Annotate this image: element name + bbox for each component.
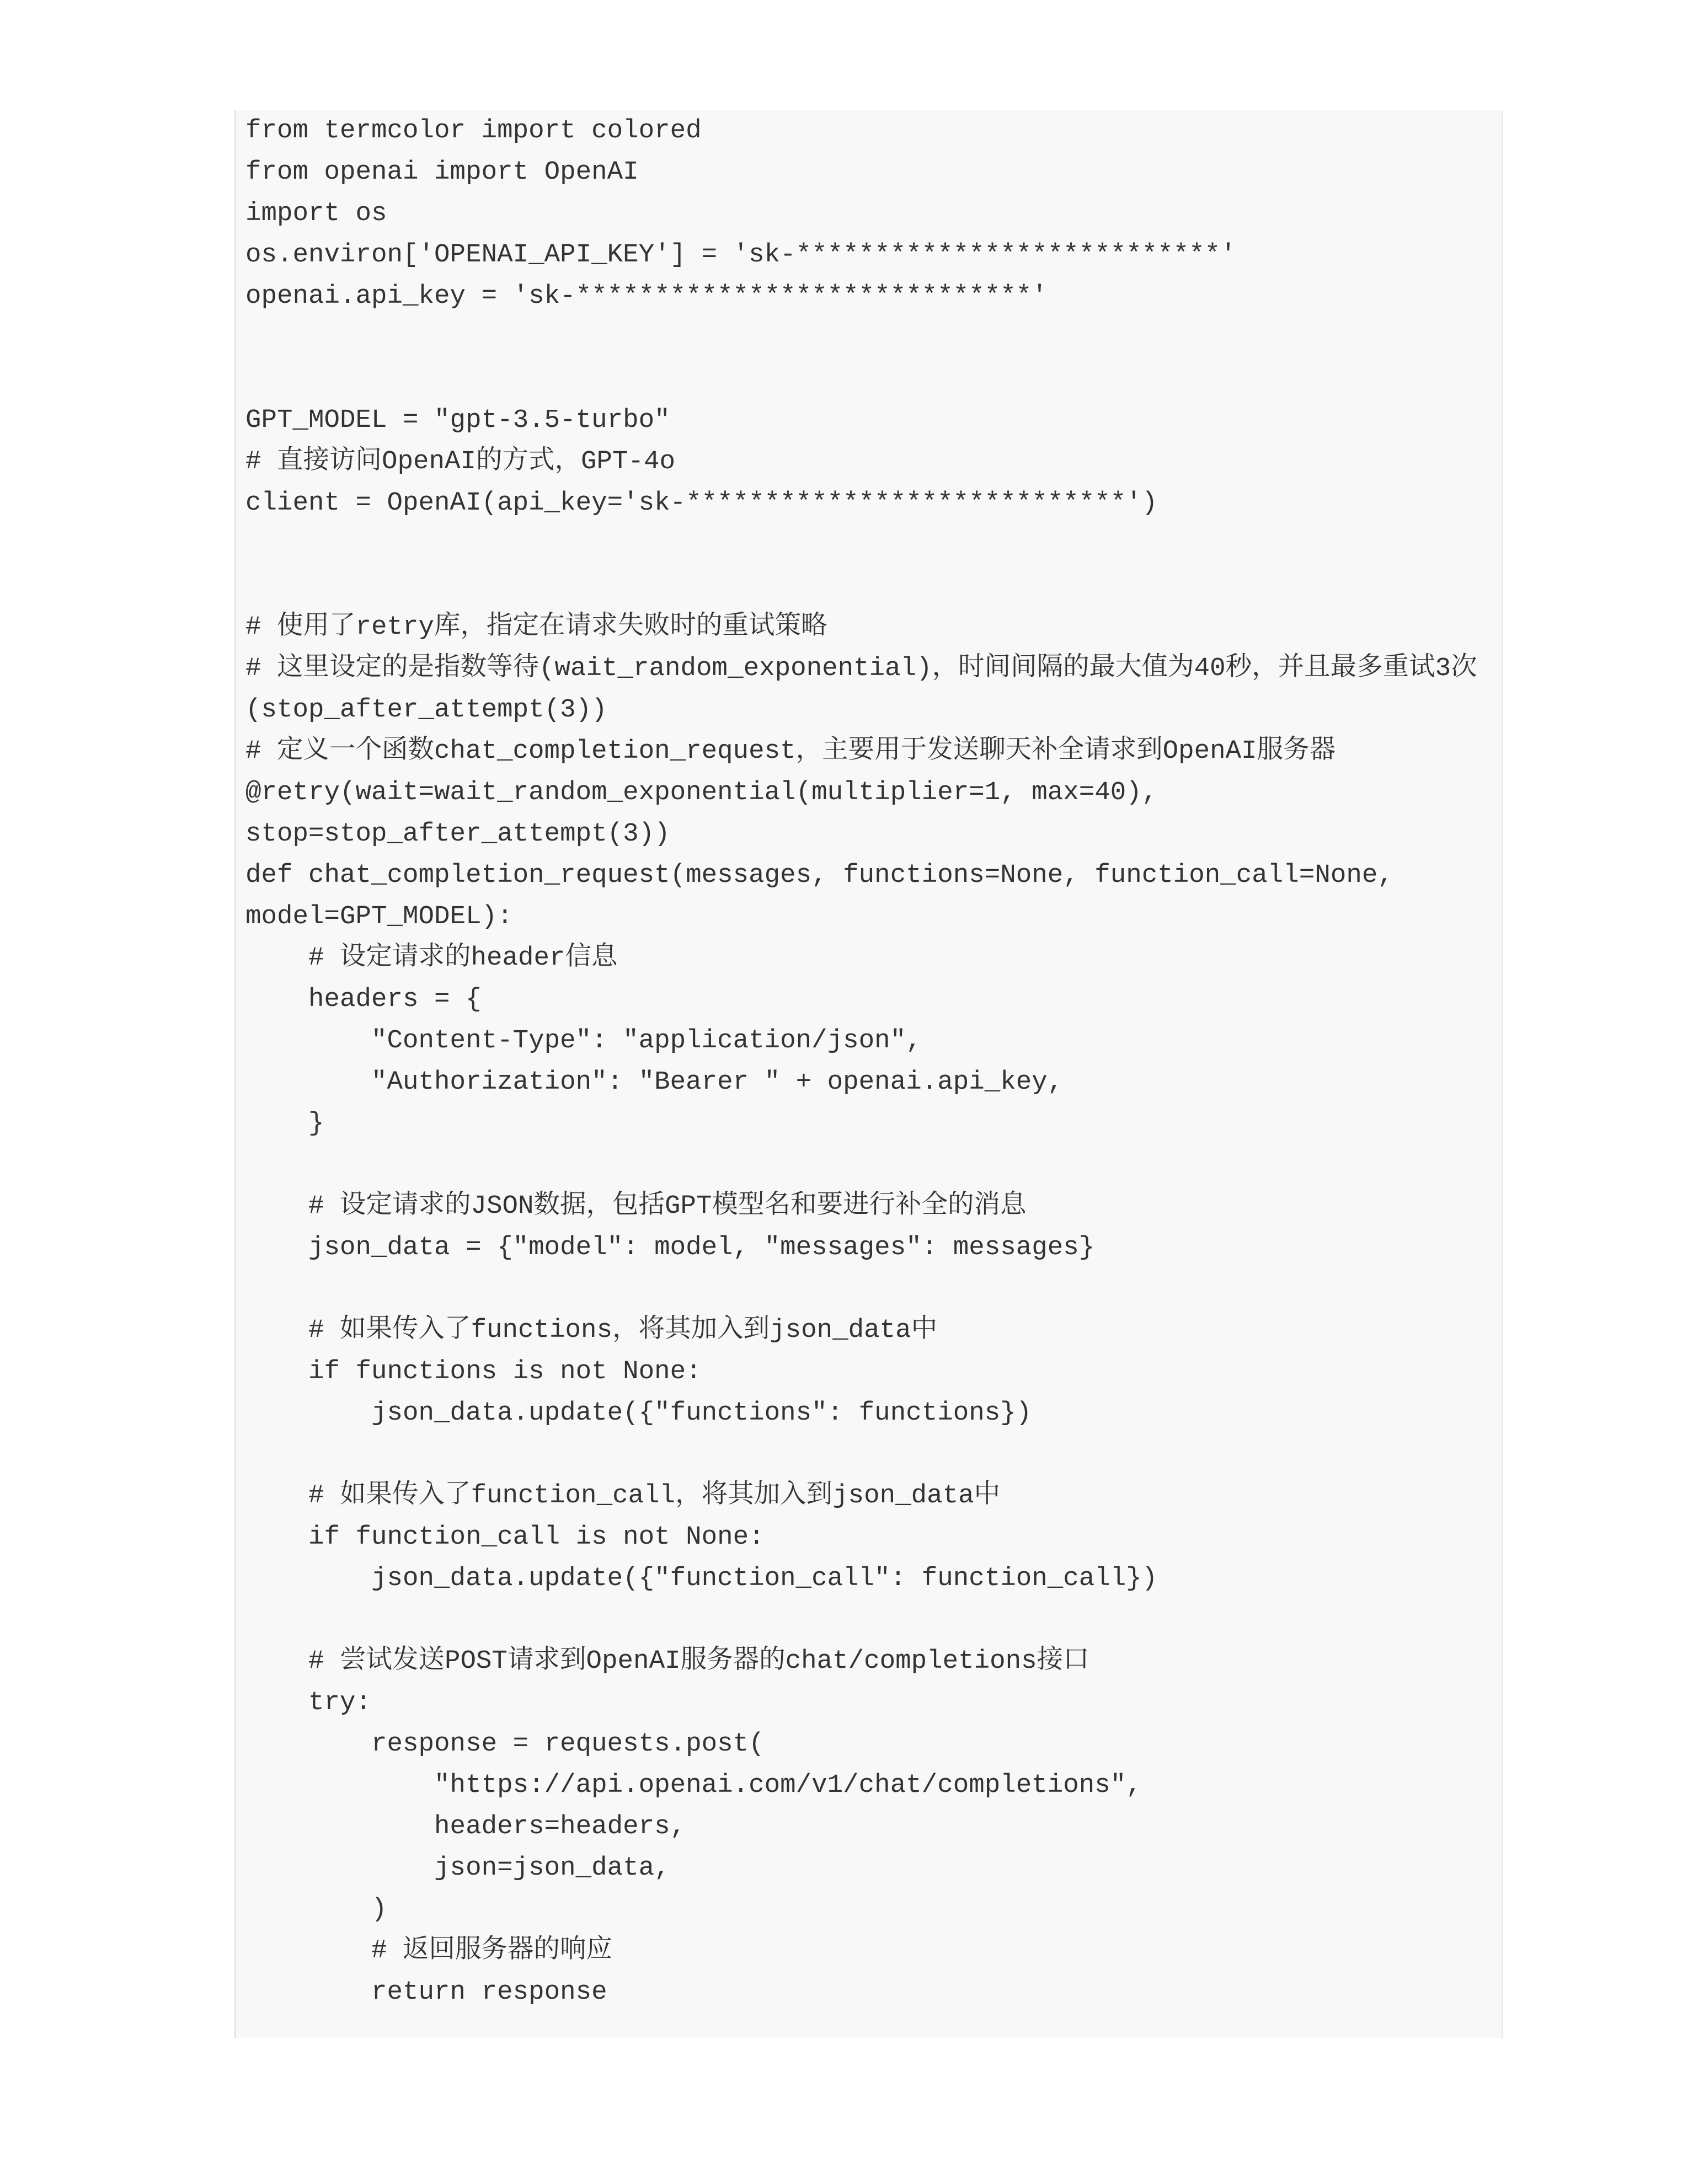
code-line: "Authorization": "Bearer " + openai.api_key, <box>245 1067 1064 1097</box>
code-line: response = requests.post( <box>245 1729 765 1759</box>
code-line: # 设定请求的header信息 <box>245 943 618 973</box>
code-line: headers=headers, <box>245 1812 686 1842</box>
code-line: # 尝试发送POST请求到OpenAI服务器的chat/completions接口 <box>245 1646 1089 1676</box>
code-line: stop=stop_after_attempt(3)) <box>245 819 670 849</box>
code-line: # 定义一个函数chat_completion_request，主要用于发送聊天补全请求到OpenAI服务器 <box>245 736 1336 766</box>
code-line: openai.api_key = 'sk-*****************************' <box>245 281 1048 311</box>
code-line: try: <box>245 1688 372 1717</box>
code-line: # 设定请求的JSON数据，包括GPT模型名和要进行补全的消息 <box>245 1191 1027 1221</box>
code-line: # 这里设定的是指数等待(wait_random_exponential)，时间间隔的最大值为40秒，并且最多重试3次 <box>245 654 1477 683</box>
code-line: # 如果传入了functions，将其加入到json_data中 <box>245 1315 938 1345</box>
code-line: client = OpenAI(api_key='sk-****************************') <box>245 488 1158 518</box>
code-line: ) <box>245 1894 387 1924</box>
code-line: json_data.update({"functions": functions}) <box>245 1398 1032 1428</box>
code-line: "Content-Type": "application/json", <box>245 1026 922 1056</box>
code-line: import os <box>245 199 387 228</box>
code-line: if functions is not None: <box>245 1357 702 1387</box>
code-line: (stop_after_attempt(3)) <box>245 695 607 725</box>
code-line: json_data.update({"function_call": function_call}) <box>245 1564 1158 1593</box>
code-line: "https://api.openai.com/v1/chat/completions", <box>245 1770 1142 1800</box>
code-block <box>234 110 1503 2038</box>
code-line: } <box>245 1109 324 1138</box>
code-line: # 直接访问OpenAI的方式，GPT-4o <box>245 447 676 477</box>
code-line: json_data = {"model": model, "messages": messages} <box>245 1233 1095 1262</box>
code-line: return response <box>245 1977 607 2007</box>
code-line: from termcolor import colored <box>245 116 702 146</box>
code-line: json=json_data, <box>245 1853 670 1883</box>
code-line: def chat_completion_request(messages, functions=None, function_call=None, <box>245 860 1393 890</box>
code-line: # 如果传入了function_call，将其加入到json_data中 <box>245 1481 1001 1511</box>
code-line: # 使用了retry库，指定在请求失败时的重试策略 <box>245 612 827 642</box>
code-line: # 返回服务器的响应 <box>245 1936 613 1966</box>
code-line: GPT_MODEL = "gpt-3.5-turbo" <box>245 405 670 435</box>
code-line: @retry(wait=wait_random_exponential(multiplier=1, max=40), <box>245 778 1158 807</box>
code-line: if function_call is not None: <box>245 1522 765 1552</box>
code-line: from openai import OpenAI <box>245 157 639 187</box>
code-line: model=GPT_MODEL): <box>245 902 513 932</box>
code-line: headers = { <box>245 984 482 1014</box>
code-line: os.environ['OPENAI_API_KEY'] = 'sk-***************************' <box>245 240 1236 270</box>
